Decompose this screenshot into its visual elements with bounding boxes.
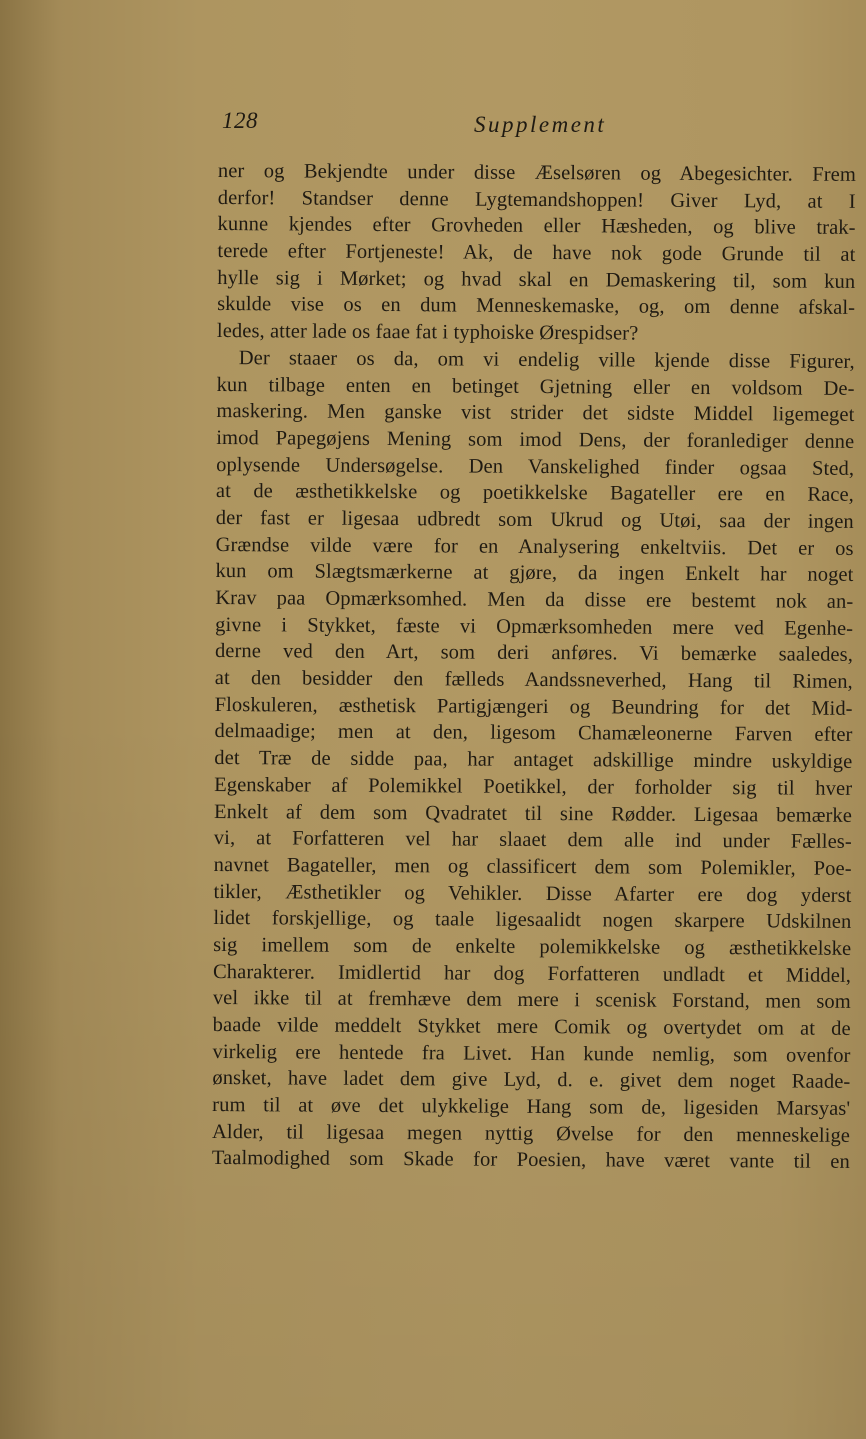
text-line: virkelig ere hentede fra Livet. Han kunde nemlig, som ovenfor (212, 1040, 851, 1067)
text-line: ner og Bekjendte under disse Æselsøren og Abegesichter. Frem (217, 159, 856, 186)
text-line: oplysende Undersøgelse. Den Vanskelighed finder ogsaa Sted, (216, 453, 855, 480)
text-line: Alder, til ligesaa megen nyttig Øvelse for den menneskelige (211, 1120, 851, 1147)
text-line: Grændse vilde være for en Analysering enkeltviis. Det er os (215, 533, 854, 560)
text-line: vi, at Forfatteren vel har slaaet dem alle ind under Fælles- (213, 827, 852, 854)
text-line: lidet forskjellige, og taale ligesaalidt nogen skarpere Udskilnen (213, 907, 852, 934)
text-line: hylle sig i Mørket; og hvad skal en Demaskering til, som kun (217, 266, 856, 293)
text-line: der fast er ligesaa udbredt som Ukrud og Utøi, saa der ingen (215, 506, 854, 533)
text-line: navnet Bagateller, men og classificert dem som Polemikler, Poe- (213, 853, 852, 880)
text-line: det Træ de sidde paa, har antaget adskillige mindre uskyldige (214, 747, 853, 774)
text-line: imod Papegøjens Mening som imod Dens, der foranlediger denne (216, 426, 855, 453)
text-line: ønsket, have ladet dem give Lyd, d. e. givet dem noget Raade- (212, 1067, 851, 1094)
page-number: 128 (222, 108, 258, 133)
text-line: Charakterer. Imidlertid har dog Forfatteren undladt et Middel, (212, 960, 852, 987)
text-line: Egenskaber af Polemikkel Poetikkel, der forholder sig til hver (214, 773, 853, 800)
text-line: at den besidder den fælleds Aandssneverhed, Hang til Rimen, (214, 667, 853, 693)
text-line: Krav paa Opmærksomhed. Men da disse ere bestemt nok an- (215, 586, 854, 613)
text-line: maskering. Men ganske vist strider det sidste Middel ligemeget (216, 400, 855, 427)
text-line: derfor! Standser denne Lygtemandshoppen! Giver Lyd, at I (217, 186, 856, 213)
text-line: sig imellem som de enkelte polemikkelske og æsthetikkelske (213, 933, 852, 960)
text-line: Floskuleren, æsthetisk Partigjængeri og Beundring for det Mid- (214, 693, 853, 720)
text-line: baade vilde meddelt Stykket mere Comik og overtydet om at de (212, 1013, 851, 1040)
text-line: delmaadige; men at den, ligesom Chamæleonerne Farven efter (214, 720, 853, 747)
text-line: givne i Stykket, fæste vi Opmærksomheden mere ved Egenhe- (215, 613, 854, 640)
text-line: tikler, Æsthetikler og Vehikler. Disse Afarter ere dog yderst (213, 880, 852, 907)
text-line: derne ved den Art, som deri anføres. Vi bemærke saaledes, (214, 640, 854, 667)
text-line: skulde vise os en dum Menneskemaske, og, om denne afskal- (217, 293, 856, 320)
text-line: rum til at øve det ulykkelige Hang som de, ligesiden Marsyas' (212, 1094, 851, 1120)
body-text (212, 158, 856, 1176)
page-header (222, 108, 854, 148)
text-line: kun tilbage enten en betinget Gjetning eller en voldsom De- (216, 373, 855, 400)
running-title: Supplement (474, 112, 607, 137)
text-line: Der staaer os da, om vi endelig ville kjende disse Figurer, (238, 346, 855, 373)
text-line: kun om Slægtsmærkerne at gjøre, da ingen Enkelt har noget (215, 560, 854, 587)
text-line: at de æsthetikkelske og poetikkelske Bagateller ere en Race, (215, 480, 855, 507)
text-line: ledes, atter lade os faae fat i typhoiske Ørespidser? (216, 320, 639, 345)
text-line: kunne kjendes efter Grovheden eller Hæsheden, og blive trak- (217, 213, 856, 240)
text-line: terede efter Fortjeneste! Ak, de have nok gode Grunde til at (217, 240, 856, 266)
text-line: vel ikke til at fremhæve dem mere i scenisk Forstand, men som (212, 987, 851, 1014)
text-line: Taalmodighed som Skade for Poesien, have været vante til en (211, 1147, 850, 1174)
text-line: Enkelt af dem som Qvadratet til sine Rødder. Ligesaa bemærke (213, 800, 853, 827)
